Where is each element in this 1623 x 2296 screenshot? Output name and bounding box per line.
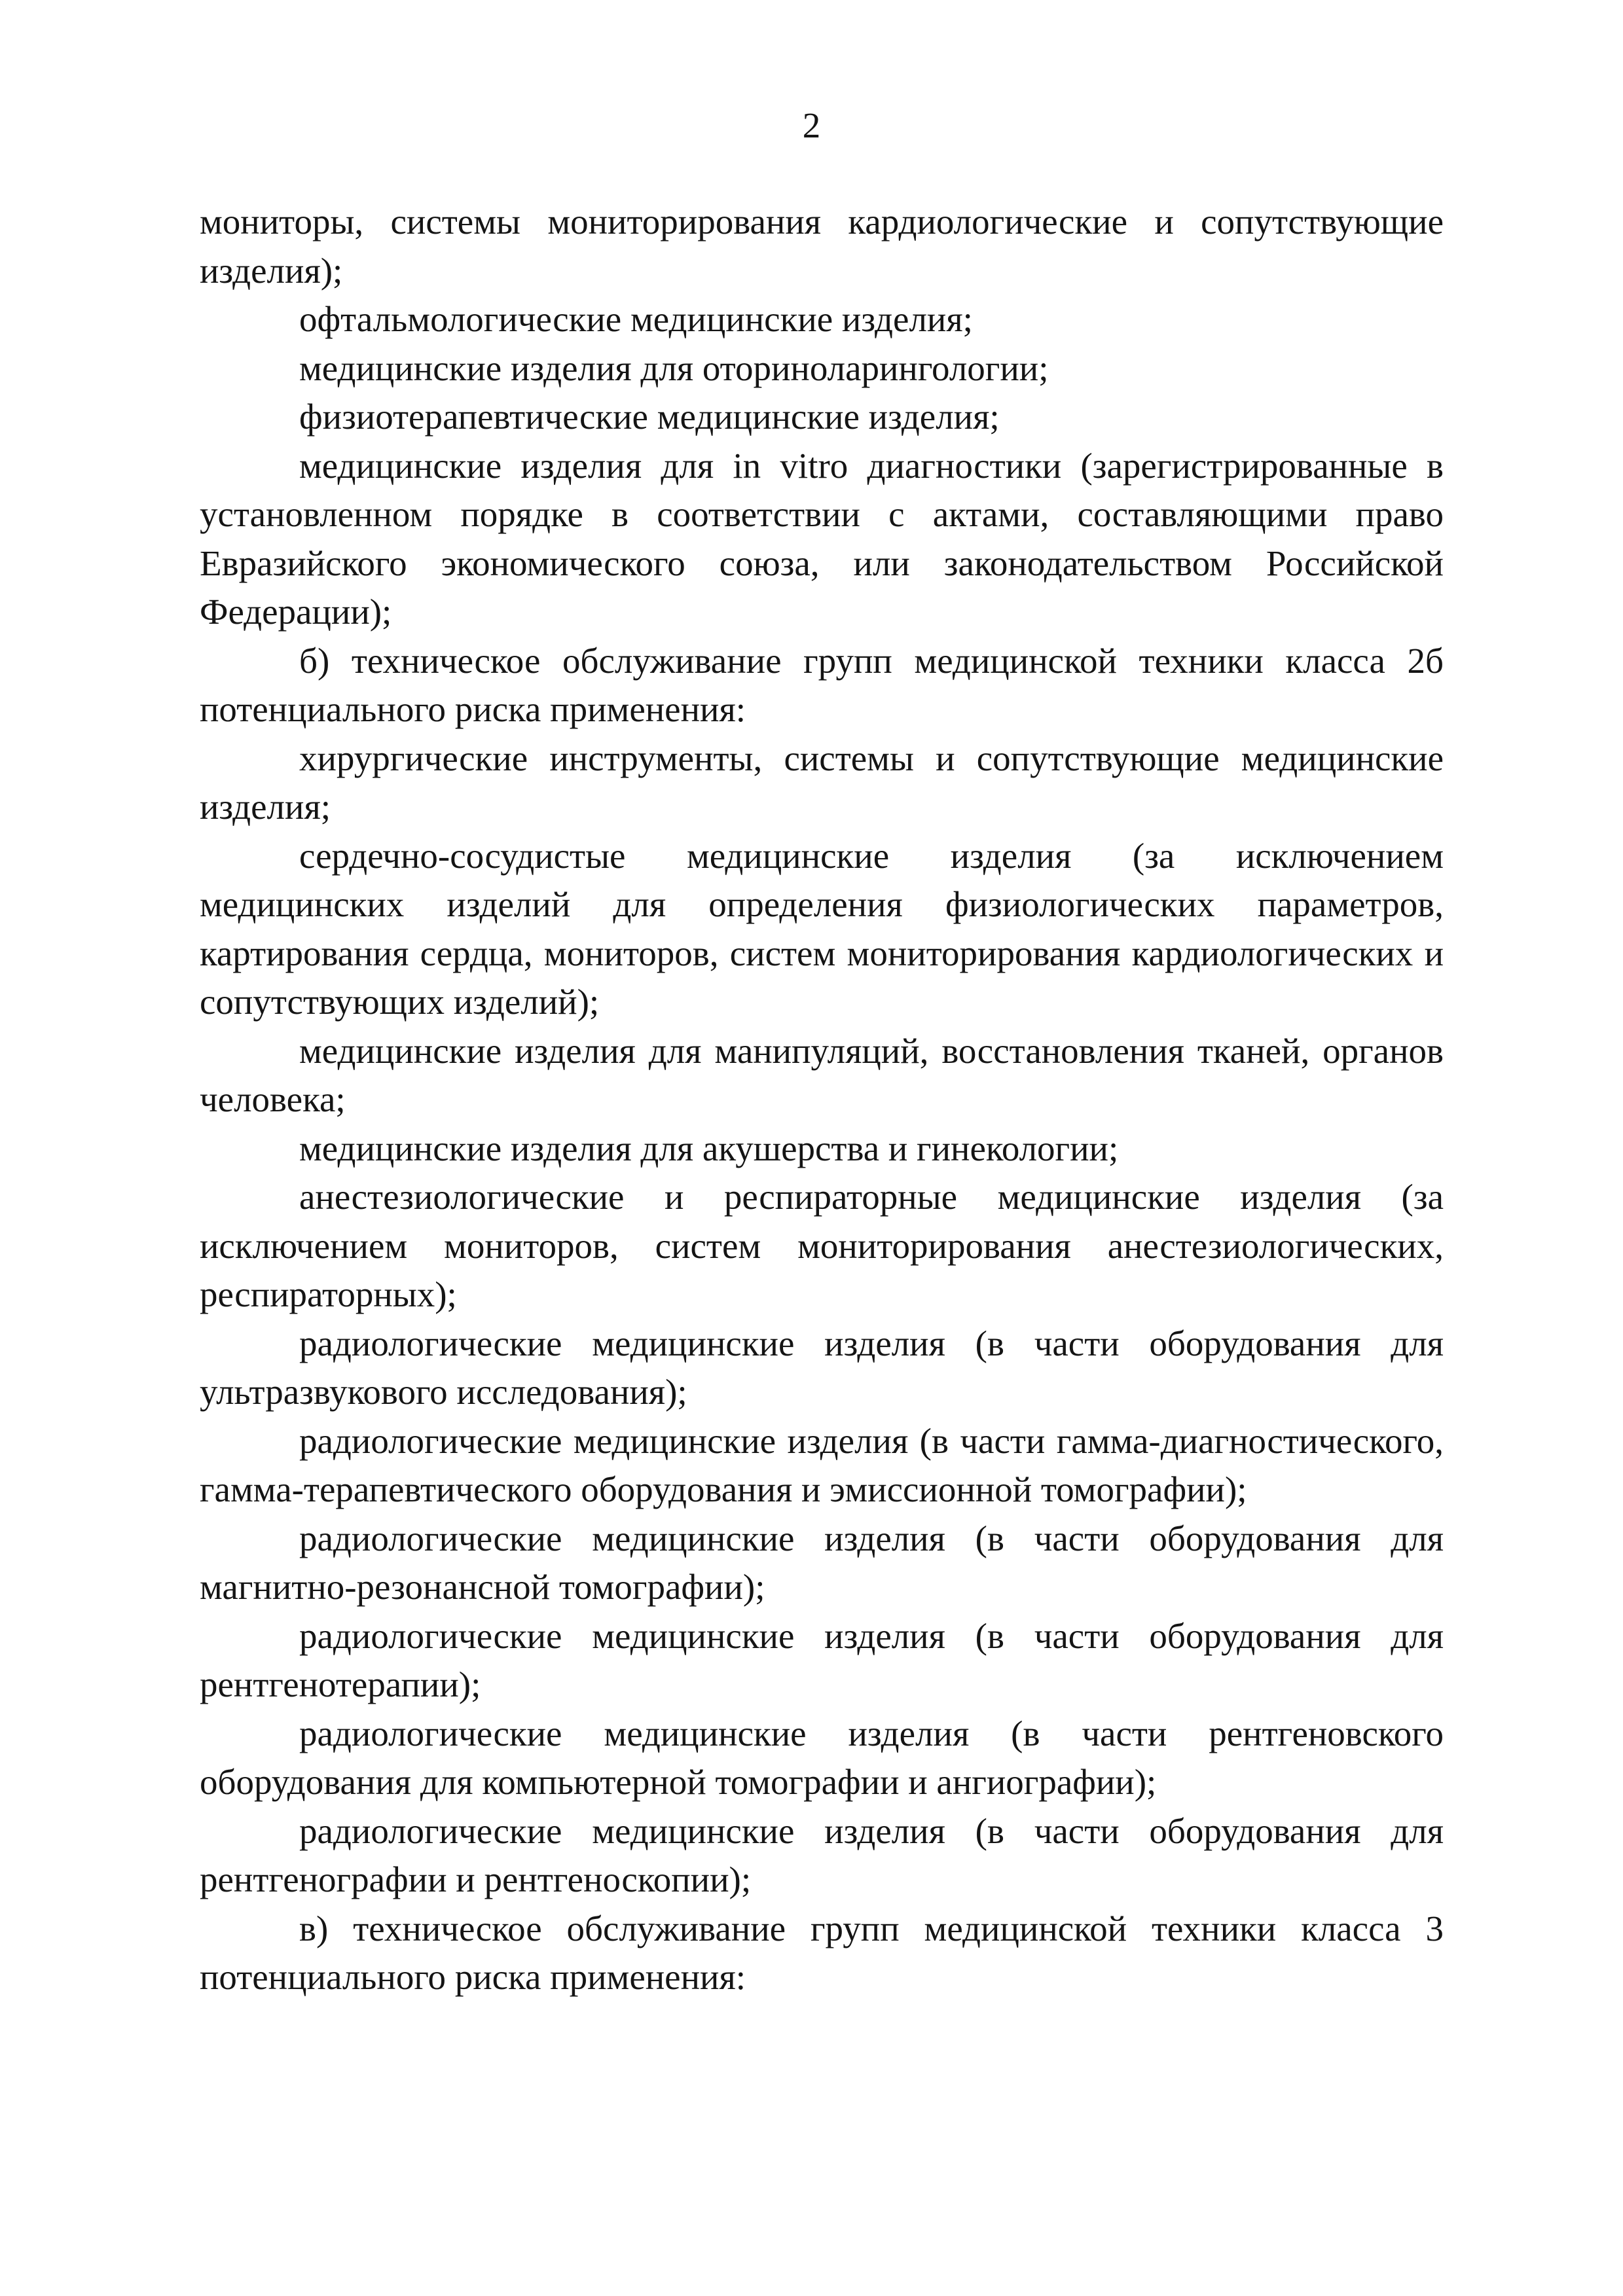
paragraph: радиологические медицинские изделия (в части оборудования для рентгенографии и рентгеноскопии); (200, 1810, 1444, 1899)
paragraph: офтальмологические медицинские изделия; (299, 299, 973, 339)
page-number: 2 (802, 105, 821, 145)
document-body (200, 198, 1444, 2002)
paragraph: б) техническое обслуживание групп медицинской техники класса 2б потенциального риска применения: (200, 640, 1444, 729)
paragraph: медицинские изделия для акушерства и гинекологии; (299, 1128, 1119, 1168)
paragraph: радиологические медицинские изделия (в части гамма-диагностического, гамма-терапевтического оборудования и эмиссионной томографии); (200, 1420, 1444, 1509)
paragraph: в) техническое обслуживание групп медицинской техники класса 3 потенциального риска применения: (200, 1908, 1444, 1997)
paragraph: мониторы, системы мониторирования кардиологические и сопутствующие изделия); (200, 202, 1444, 291)
paragraph: медицинские изделия для манипуляций, восстановления тканей, органов человека; (200, 1030, 1444, 1119)
paragraph: физиотерапевтические медицинские изделия; (299, 397, 1000, 437)
paragraph: радиологические медицинские изделия (в части оборудования для рентгенотерапии); (200, 1615, 1444, 1704)
paragraph: анестезиологические и респираторные медицинские изделия (за исключением мониторов, систем мониторирования анестезиологических, респираторных); (200, 1177, 1444, 1314)
paragraph: медицинские изделия для in vitro диагностики (зарегистрированные в установленном порядке в соответствии с актами, составляющими право Евразийского экономического союза, или законодательством Российской Федерации); (200, 445, 1444, 632)
paragraph: медицинские изделия для оториноларингологии; (299, 348, 1049, 388)
paragraph: радиологические медицинские изделия (в части рентгеновского оборудования для компьютерной томографии и ангиографии); (200, 1713, 1444, 1802)
paragraph: сердечно-сосудистые медицинские изделия (за исключением медицинских изделий для определения физиологических параметров, картирования сердца, мониторов, систем мониторирования кардиологических и сопутствующих изделий); (200, 835, 1444, 1022)
paragraph: радиологические медицинские изделия (в части оборудования для ультразвукового исследования); (200, 1323, 1444, 1412)
paragraph: радиологические медицинские изделия (в части оборудования для магнитно-резонансной томографии); (200, 1518, 1444, 1607)
paragraph: хирургические инструменты, системы и сопутствующие медицинские изделия; (200, 738, 1444, 827)
